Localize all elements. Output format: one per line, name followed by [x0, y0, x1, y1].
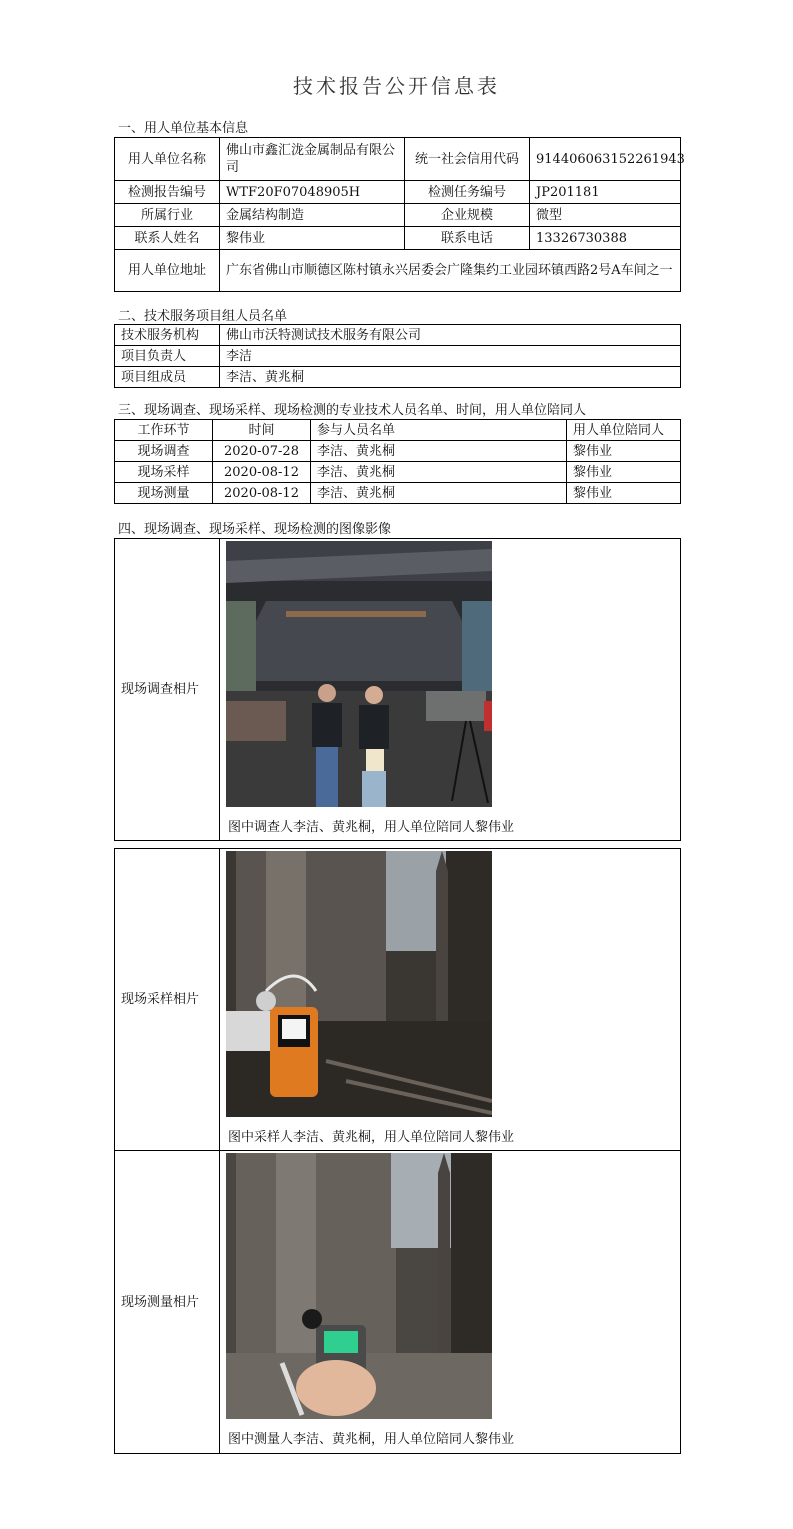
table-cell: 用人单位名称 — [115, 138, 220, 181]
field-work-table — [114, 419, 681, 504]
table-cell: 项目负责人 — [115, 346, 220, 367]
table-cell: 项目组成员 — [115, 367, 220, 388]
table-cell: 现场调查 — [115, 441, 213, 462]
table-cell: 李洁 — [220, 346, 681, 367]
table-cell: 李洁、黄兆桐 — [311, 483, 567, 504]
project-team-table — [114, 324, 681, 388]
table-cell: 企业规模 — [405, 204, 530, 227]
table-row — [115, 539, 681, 841]
table-row — [115, 462, 681, 483]
table-cell: 914406063152261943 — [530, 138, 681, 181]
table-row — [115, 227, 681, 250]
table-cell: 检测报告编号 — [115, 181, 220, 204]
page-title: 技术报告公开信息表 — [293, 74, 500, 98]
table-cell: 联系人姓名 — [115, 227, 220, 250]
table-row — [115, 849, 681, 1151]
photo-caption: 图中测量人李洁、黄兆桐，用人单位陪同人黎伟业 — [228, 1432, 515, 1447]
table-cell: 检测任务编号 — [405, 181, 530, 204]
section4-heading: 四、现场调查、现场采样、现场检测的图像影像 — [118, 522, 392, 537]
table-cell: 黎伟业 — [220, 227, 405, 250]
table-row — [115, 441, 681, 462]
table-cell: 技术服务机构 — [115, 325, 220, 346]
basic-info-table — [114, 137, 685, 292]
table-cell: 李洁、黄兆桐 — [220, 367, 681, 388]
section1-heading: 一、用人单位基本信息 — [118, 121, 249, 136]
table-row — [115, 346, 681, 367]
table-row — [115, 250, 681, 292]
table-header-cell: 时间 — [213, 420, 311, 441]
table-row — [115, 483, 681, 504]
photo-cell — [220, 1151, 681, 1454]
table-cell: 黎伟业 — [567, 483, 681, 504]
table-cell: 黎伟业 — [567, 441, 681, 462]
table-cell: 李洁、黄兆桐 — [311, 441, 567, 462]
table-cell: 李洁、黄兆桐 — [311, 462, 567, 483]
table-cell: 现场测量 — [115, 483, 213, 504]
table-row — [115, 138, 681, 181]
table-header-cell: 参与人员名单 — [311, 420, 567, 441]
table-cell: 黎伟业 — [567, 462, 681, 483]
sampling-photo — [226, 851, 492, 1117]
table-cell: JP201181 — [530, 181, 681, 204]
table-header-cell: 用人单位陪同人 — [567, 420, 681, 441]
table-cell: 现场采样 — [115, 462, 213, 483]
photo-cell — [220, 539, 681, 841]
table-cell: 2020-07-28 — [213, 441, 311, 462]
table-row — [115, 325, 681, 346]
table-cell: 佛山市鑫汇泷金属制品有限公司 — [220, 138, 405, 181]
section2-heading: 二、技术服务项目组人员名单 — [118, 309, 288, 324]
table-cell: 13326730388 — [530, 227, 681, 250]
table-cell: 微型 — [530, 204, 681, 227]
photo-table-survey — [114, 538, 681, 841]
table-cell: 统一社会信用代码 — [405, 138, 530, 181]
photo-cell — [220, 849, 681, 1151]
table-row — [115, 181, 681, 204]
photo-table-sampling-measurement — [114, 848, 681, 1454]
table-row — [115, 204, 681, 227]
table-cell: 用人单位地址 — [115, 250, 220, 292]
photo-label: 现场测量相片 — [115, 1151, 220, 1454]
table-cell: 所属行业 — [115, 204, 220, 227]
table-cell: 佛山市沃特测试技术服务有限公司 — [220, 325, 681, 346]
measurement-photo — [226, 1153, 492, 1419]
table-cell: 广东省佛山市顺德区陈村镇永兴居委会广隆集约工业园环镇西路2号A车间之一 — [220, 250, 681, 292]
table-cell: 联系电话 — [405, 227, 530, 250]
table-row — [115, 367, 681, 388]
photo-label: 现场调查相片 — [115, 539, 220, 841]
photo-caption: 图中调查人李洁、黄兆桐，用人单位陪同人黎伟业 — [228, 820, 515, 835]
survey-photo — [226, 541, 492, 807]
table-cell: WTF20F07048905H — [220, 181, 405, 204]
table-cell: 金属结构制造 — [220, 204, 405, 227]
table-header-row — [115, 420, 681, 441]
photo-caption: 图中采样人李洁、黄兆桐，用人单位陪同人黎伟业 — [228, 1130, 515, 1145]
table-header-cell: 工作环节 — [115, 420, 213, 441]
table-cell: 2020-08-12 — [213, 462, 311, 483]
section3-heading: 三、现场调查、现场采样、现场检测的专业技术人员名单、时间，用人单位陪同人 — [118, 403, 587, 418]
table-row — [115, 1151, 681, 1454]
photo-label: 现场采样相片 — [115, 849, 220, 1151]
table-cell: 2020-08-12 — [213, 483, 311, 504]
